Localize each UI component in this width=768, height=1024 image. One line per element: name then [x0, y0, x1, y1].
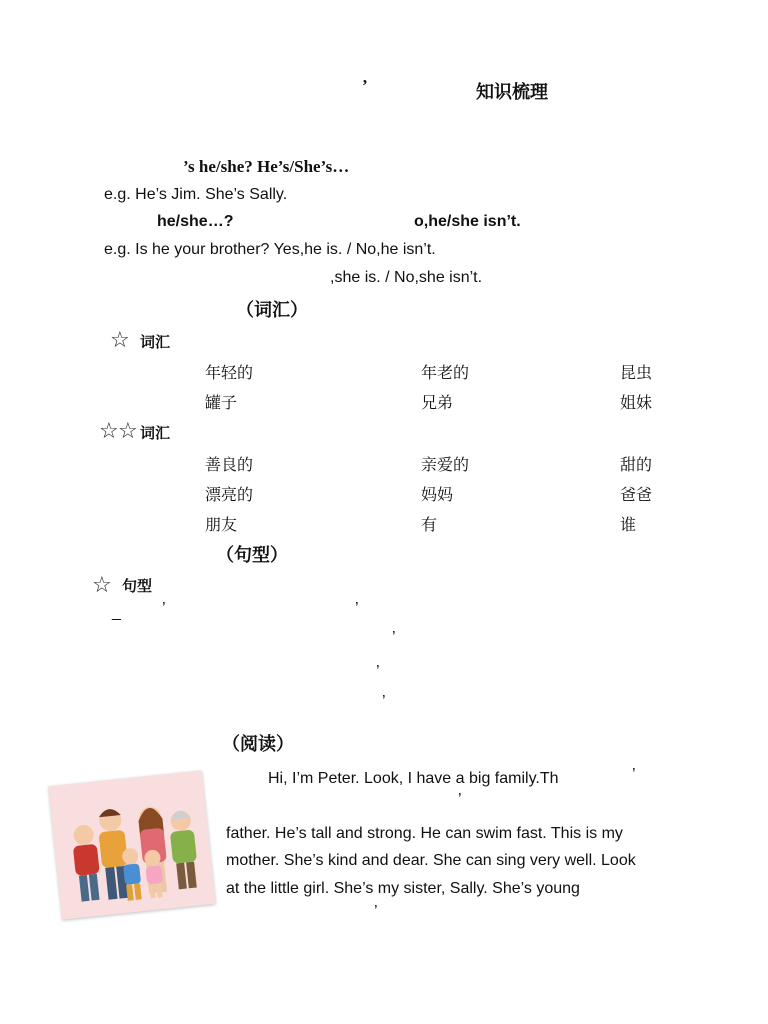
- grammar-example-3: ,she is. / No,she isn’t.: [330, 269, 483, 286]
- vocab-word: 甜的: [620, 455, 653, 474]
- vocab-word: 姐妹: [620, 393, 653, 412]
- vocab-word: 年轻的: [205, 363, 254, 382]
- reading-line-5: at the little girl. She’s my sister, Sally. She’s young: [226, 880, 580, 897]
- sentence-one-star-label: 句型: [122, 577, 153, 595]
- sentence-mark: ’: [392, 629, 396, 646]
- sentence-mark: ’: [355, 600, 359, 617]
- star-outline-icon: ☆: [92, 572, 112, 597]
- sentence-mark: ’: [382, 693, 386, 710]
- page-title: 知识梳理: [476, 82, 548, 103]
- sentence-mark: ’: [162, 600, 166, 617]
- vocab-word: 爸爸: [620, 485, 653, 504]
- grammar-line-2-left: he/she…?: [157, 213, 234, 230]
- star-outline-icon: ☆: [118, 418, 138, 443]
- reading-line-4: mother. She’s kind and dear. She can sing very well. Look: [226, 852, 636, 869]
- sentence-heading: （句型）: [216, 545, 288, 566]
- grammar-example-2: e.g. Is he your brother? Yes,he is. / No,he isn’t.: [104, 241, 436, 258]
- family-illustration: [48, 770, 215, 919]
- sentence-mark: ’: [376, 663, 380, 680]
- grammar-line-2-right: o,he/she isn’t.: [414, 213, 521, 230]
- vocab-word: 谁: [620, 515, 637, 534]
- vocab-word: 有: [421, 515, 438, 534]
- vocab-word: 朋友: [205, 515, 238, 534]
- family-illustration-icon: [48, 770, 215, 919]
- reading-line-1-mark: ’: [632, 766, 636, 783]
- vocab-one-star-label: 词汇: [140, 333, 171, 351]
- vocab-heading: （词汇）: [236, 300, 308, 321]
- vocab-word: 兄弟: [421, 393, 454, 412]
- reading-line-6-mark: ’: [374, 903, 378, 920]
- grammar-line-1: ’s he/she? He’s/She’s…: [183, 157, 350, 176]
- vocab-word: 妈妈: [421, 485, 454, 504]
- blank-mark: _: [112, 604, 121, 621]
- reading-heading: （阅读）: [222, 734, 294, 755]
- vocab-word: 年老的: [421, 363, 470, 382]
- vocab-word: 亲爱的: [421, 455, 470, 474]
- reading-line-2-mark: ’: [458, 791, 462, 808]
- title-apostrophe: ’: [362, 76, 368, 95]
- vocab-two-star-label: 词汇: [140, 424, 171, 442]
- vocab-word: 善良的: [205, 455, 254, 474]
- reading-line-3: father. He’s tall and strong. He can swim fast. This is my: [226, 825, 623, 842]
- vocab-word: 罐子: [205, 393, 238, 412]
- reading-line-1: Hi, I’m Peter. Look, I have a big family.Th: [268, 770, 559, 787]
- star-outline-icon: ☆: [99, 418, 119, 443]
- grammar-example-1: e.g. He’s Jim. She’s Sally.: [104, 186, 288, 203]
- star-outline-icon: ☆: [110, 327, 130, 352]
- vocab-word: 漂亮的: [205, 485, 254, 504]
- vocab-word: 昆虫: [620, 363, 653, 382]
